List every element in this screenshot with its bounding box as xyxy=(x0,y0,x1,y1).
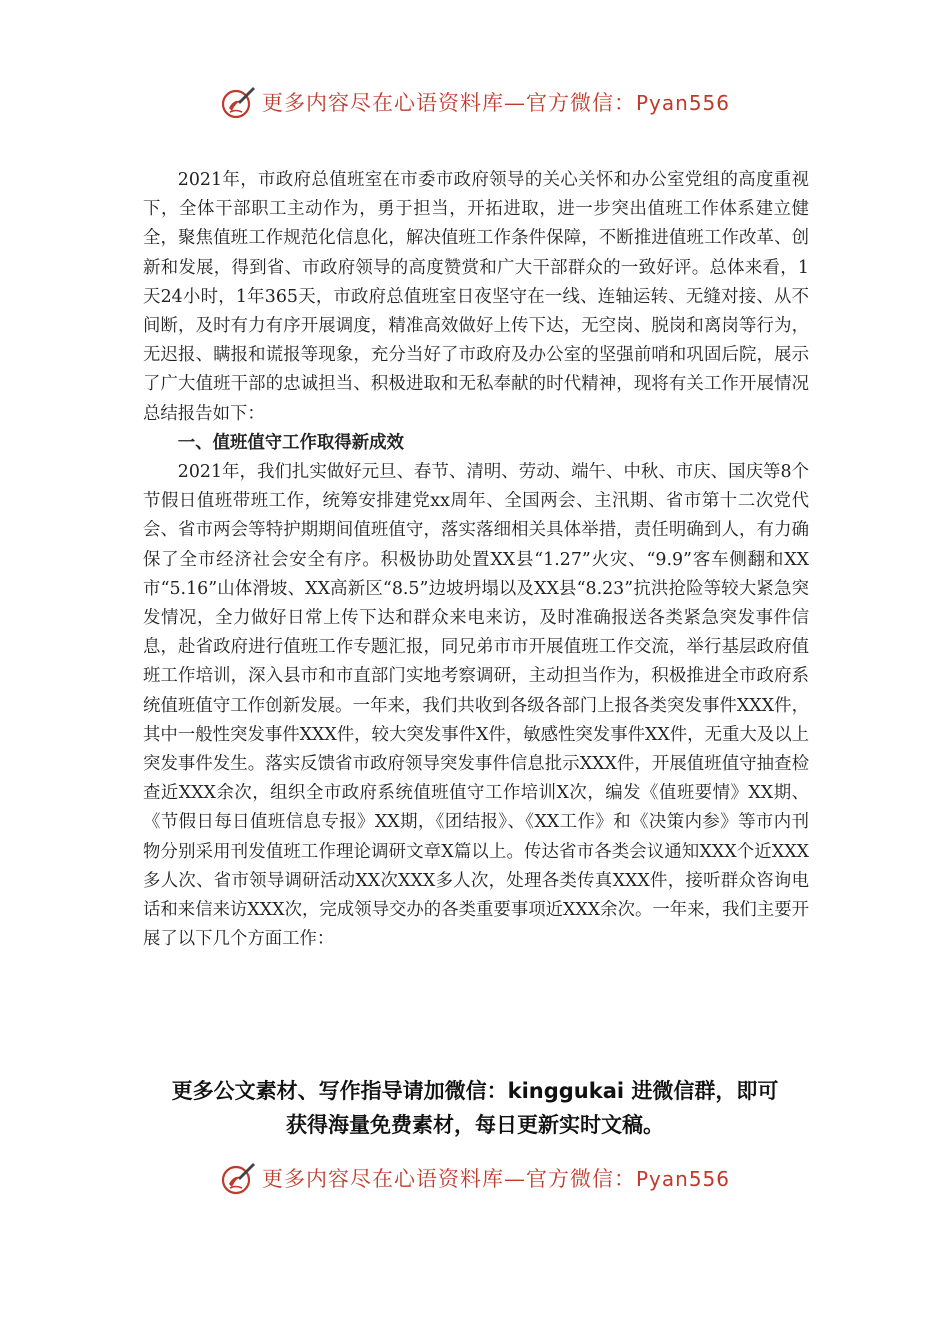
section-heading: 一、值班值守工作取得新成效 xyxy=(177,432,404,453)
header-banner-text xyxy=(262,87,730,117)
footer-banner-handle: Pyan556 xyxy=(635,1167,730,1191)
header-banner xyxy=(0,82,950,122)
header-banner-handle: Pyan556 xyxy=(635,91,730,115)
intro-paragraph: 2021年，市政府总值班室在市委市政府领导的关心关怀和办公室党组的高度重视下，全体干部职工主动作为，勇于担当，开拓进取，进一步突出值班工作体系建立健全，聚焦值班工作规范化信息化，解决值班工作条件保障，不断推进值班工作改革、创新和发展，得到省、市政府领导的高度赞赏和广大干部群众的一致好评。总体来看，1天24小时，1年365天，市政府总值班室日夜坚守在一线、连轴运转、无缝对接、从不间断，及时有力有序开展调度，精准高效做好上传下达，无空岗、脱岗和离岗等行为，无迟报、瞒报和谎报等现象，充分当好了市政府及办公室的坚强前哨和巩固后院，展示了广大值班干部的忠诚担当、积极进取和无私奉献的时代精神，现将有关工作开展情况总结报告如下： xyxy=(143,170,809,424)
pen-logo-icon xyxy=(220,84,256,120)
promo-line-1: 更多公文素材、写作指导请加微信：kinggukai 进微信群，即可 xyxy=(171,1079,779,1103)
document-body xyxy=(143,166,809,954)
footer-banner xyxy=(0,1158,950,1198)
section-paragraph: 2021年，我们扎实做好元旦、春节、清明、劳动、端午、中秋、市庆、国庆等8个节假日值班带班工作，统筹安排建党xx周年、全国两会、主汛期、省市第十二次党代会、省市两会等特护期期间值班值守，落实落细相关具体举措，责任明确到人，有力确保了全市经济社会安全有序。积极协助处置XX县“1.27”火灾、“9.9”客车侧翻和XX市“5.16”山体滑坡、XX高新区“8.5”边坡坍塌以及XX县“8.23”抗洪抢险等较大紧急突发情况，全力做好日常上传下达和群众来电来访，及时准确报送各类紧急突发事件信息，赴省政府进行值班工作专题汇报，同兄弟市市开展值班工作交流，举行基层政府值班工作培训，深入县市和市直部门实地考察调研，主动担当作为，积极推进全市政府系统值班值守工作创新发展。一年来，我们共收到各级各部门上报各类突发事件XXX件，其中一般性突发事件XXX件，较大突发事件X件，敏感性突发事件XX件，无重大及以上突发事件发生。落实反馈省市政府领导突发事件信息批示XXX件，开展值班值守抽查检查近XXX余次，组织全市政府系统值班值守工作培训X次，编发《值班要情》XX期、《节假日每日值班信息专报》XX期，《团结报》、《XX工作》和《决策内参》等市内刊物分别采用刊发值班工作理论调研文章X篇以上。传达省市各类会议通知XXX个近XXX多人次、省市领导调研活动XX次XXX多人次，处理各类传真XXX件，接听群众咨询电话和来信来访XXX次，完成领导交办的各类重要事项近XXX余次。一年来，我们主要开展了以下几个方面工作： xyxy=(143,462,809,950)
footer-banner-main: 更多内容尽在心语资料库—官方微信： xyxy=(261,1167,636,1191)
pen-logo-icon xyxy=(220,1160,256,1196)
promo-notice xyxy=(120,1074,830,1142)
header-banner-main: 更多内容尽在心语资料库—官方微信： xyxy=(261,91,636,115)
footer-banner-text xyxy=(262,1163,730,1193)
promo-line-2: 获得海量免费素材，每日更新实时文稿。 xyxy=(286,1113,664,1137)
